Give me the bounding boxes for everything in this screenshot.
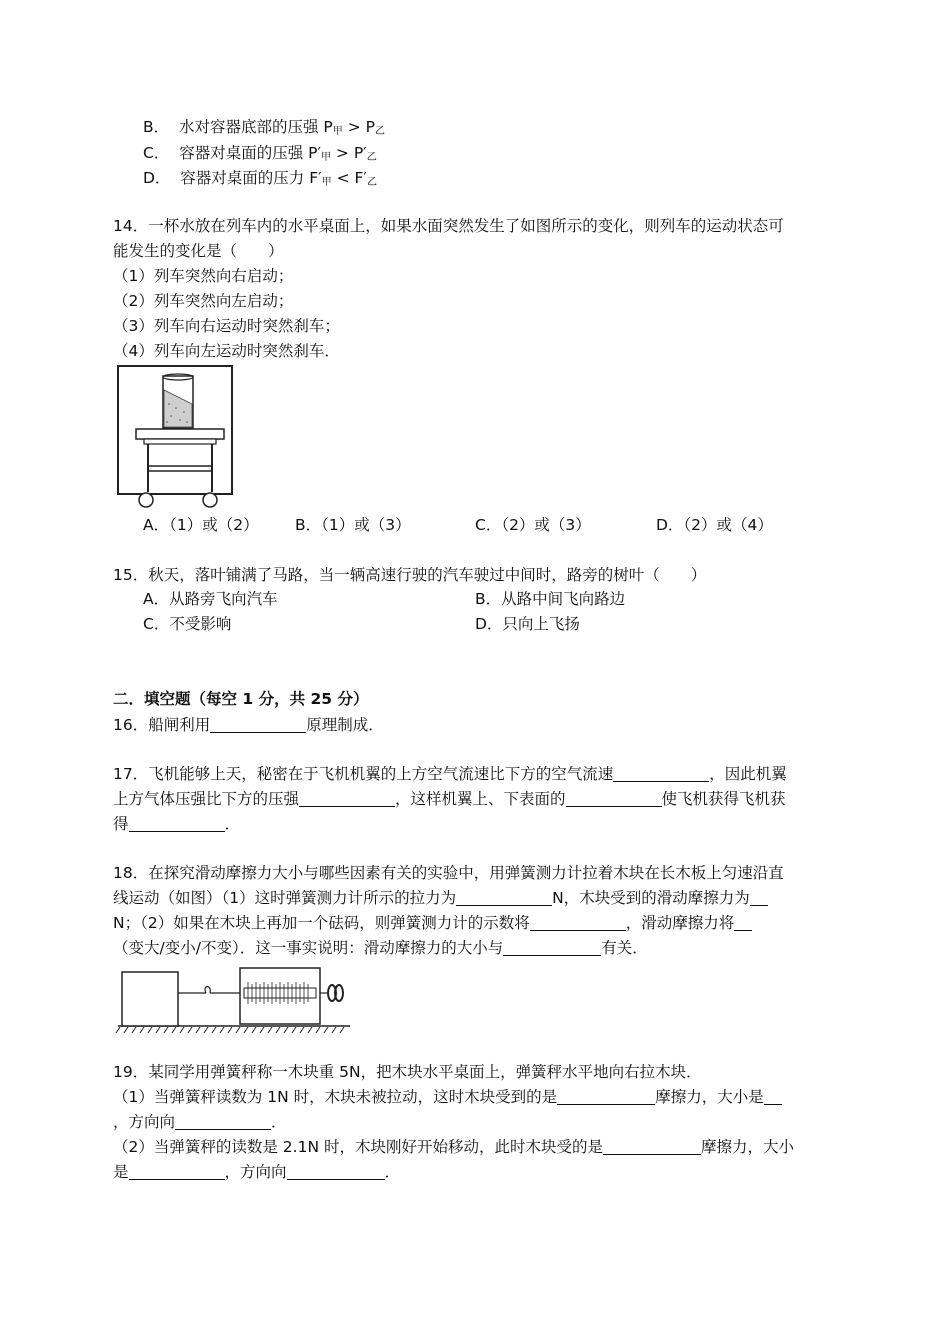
q19-blank-4[interactable] — [603, 1138, 701, 1155]
spring-scale-block-figure — [114, 962, 354, 1036]
q18-blank-1[interactable] — [456, 889, 552, 906]
q18-line4: （变大/变小/不变）．这一事实说明：滑动摩擦力的大小与 有关． — [113, 939, 648, 957]
q17-line1: 17．飞机能够上天，秘密在于飞机机翼的上方空气流速比下方的空气流速 ，因此机翼 — [113, 765, 787, 783]
q18-line1: 18．在探究滑动摩擦力大小与哪些因素有关的实验中，用弹簧测力计拉着木块在长木板上匀速沿直 — [113, 864, 784, 882]
q15-option-a[interactable]: A．从路旁飞向汽车 — [143, 590, 278, 608]
q15-option-d[interactable]: D．只向上飞扬 — [475, 615, 580, 633]
q19-blank-1[interactable] — [557, 1088, 655, 1105]
q14-item-2: （2）列车突然向左启动； — [113, 292, 294, 310]
q13-option-d: D． 容器对桌面的压力 $F'_甲 < F'_乙$ — [143, 169, 377, 188]
q19-blank-2[interactable] — [764, 1088, 782, 1105]
q17-blank-3[interactable] — [566, 790, 662, 807]
q19-blank-3[interactable] — [175, 1113, 271, 1130]
q14-option-a[interactable]: A．（1）或（2） — [143, 516, 259, 534]
q19-blank-6[interactable] — [287, 1163, 385, 1180]
q14-stem-line1: 14．一杯水放在列车内的水平桌面上，如果水面突然发生了如图所示的变化，则列车的运动状态可 — [113, 217, 784, 235]
q19-line4: （2）当弹簧秤的读数是 2.1N 时，木块刚好开始移动，此时木块受的是 摩擦力，大小 — [113, 1138, 794, 1156]
q19-line1: 19．某同学用弹簧秤称一木块重 5N，把木块水平桌面上，弹簧秤水平地向右拉木块． — [113, 1063, 702, 1081]
q18-blank-3[interactable] — [530, 914, 626, 931]
q18-line2: 线运动（如图）（1）这时弹簧测力计所示的拉力为 N，木块受到的滑动摩擦力为 — [113, 887, 768, 909]
q17-line3: 得 ． — [113, 815, 241, 833]
q14-option-d[interactable]: D．（2）或（4） — [656, 516, 773, 534]
q18-line3: N；（2）如果在木块上再加一个砝码，则弹簧测力计的示数将 ，滑动摩擦力将 — [113, 912, 752, 934]
q15-stem: 15．秋天，落叶铺满了马路，当一辆高速行驶的汽车驶过中间时，路旁的树叶（ ） — [113, 566, 707, 584]
train-cup-figure — [116, 364, 238, 510]
q16: 16．船闸利用 原理制成． — [113, 716, 384, 734]
q17-blank-2[interactable] — [299, 790, 395, 807]
q19-line3: ，方向向 ． — [113, 1113, 287, 1131]
q18-blank-5[interactable] — [503, 939, 601, 956]
q13-option-c: C． 容器对桌面的压强 $P'_甲 > P'_乙$ — [143, 144, 377, 163]
section-2-title: 二．填空题（每空 1 分，共 25 分） — [113, 690, 369, 708]
q19-line5: 是 ，方向向 ． — [113, 1163, 401, 1181]
q15-option-b[interactable]: B．从路中间飞向路边 — [475, 590, 626, 608]
q14-item-1: （1）列车突然向右启动； — [113, 267, 294, 285]
q14-option-c[interactable]: C．（2）或（3） — [475, 516, 591, 534]
q18-blank-2[interactable] — [750, 889, 768, 906]
q17-blank-4[interactable] — [129, 815, 225, 832]
q14-item-4: （4）列车向左运动时突然刹车． — [113, 342, 340, 360]
q16-blank-1[interactable] — [210, 716, 306, 733]
q17-blank-1[interactable] — [613, 765, 709, 782]
q14-stem-line2: 能发生的变化是（ ） — [113, 242, 284, 260]
q15-option-c[interactable]: C．不受影响 — [143, 615, 232, 633]
q14-option-b[interactable]: B．（1）或（3） — [295, 516, 411, 534]
q17-line2: 上方气体压强比下方的压强 ，这样机翼上、下表面的 使飞机获得飞机获 — [113, 790, 786, 808]
q13-option-b: B． 水对容器底部的压强 $P_甲 > P_乙$ — [143, 118, 385, 137]
q18-blank-4[interactable] — [734, 914, 752, 931]
q19-blank-5[interactable] — [129, 1163, 225, 1180]
q15-options-row2 — [143, 613, 743, 635]
q14-item-3: （3）列车向右运动时突然刹车； — [113, 317, 340, 335]
q19-line2: （1）当弹簧秤读数为 1N 时，木块未被拉动，这时木块受到的是 摩擦力，大小是 — [113, 1086, 782, 1108]
q14-options — [143, 514, 843, 536]
q15-options-row1 — [143, 588, 743, 610]
